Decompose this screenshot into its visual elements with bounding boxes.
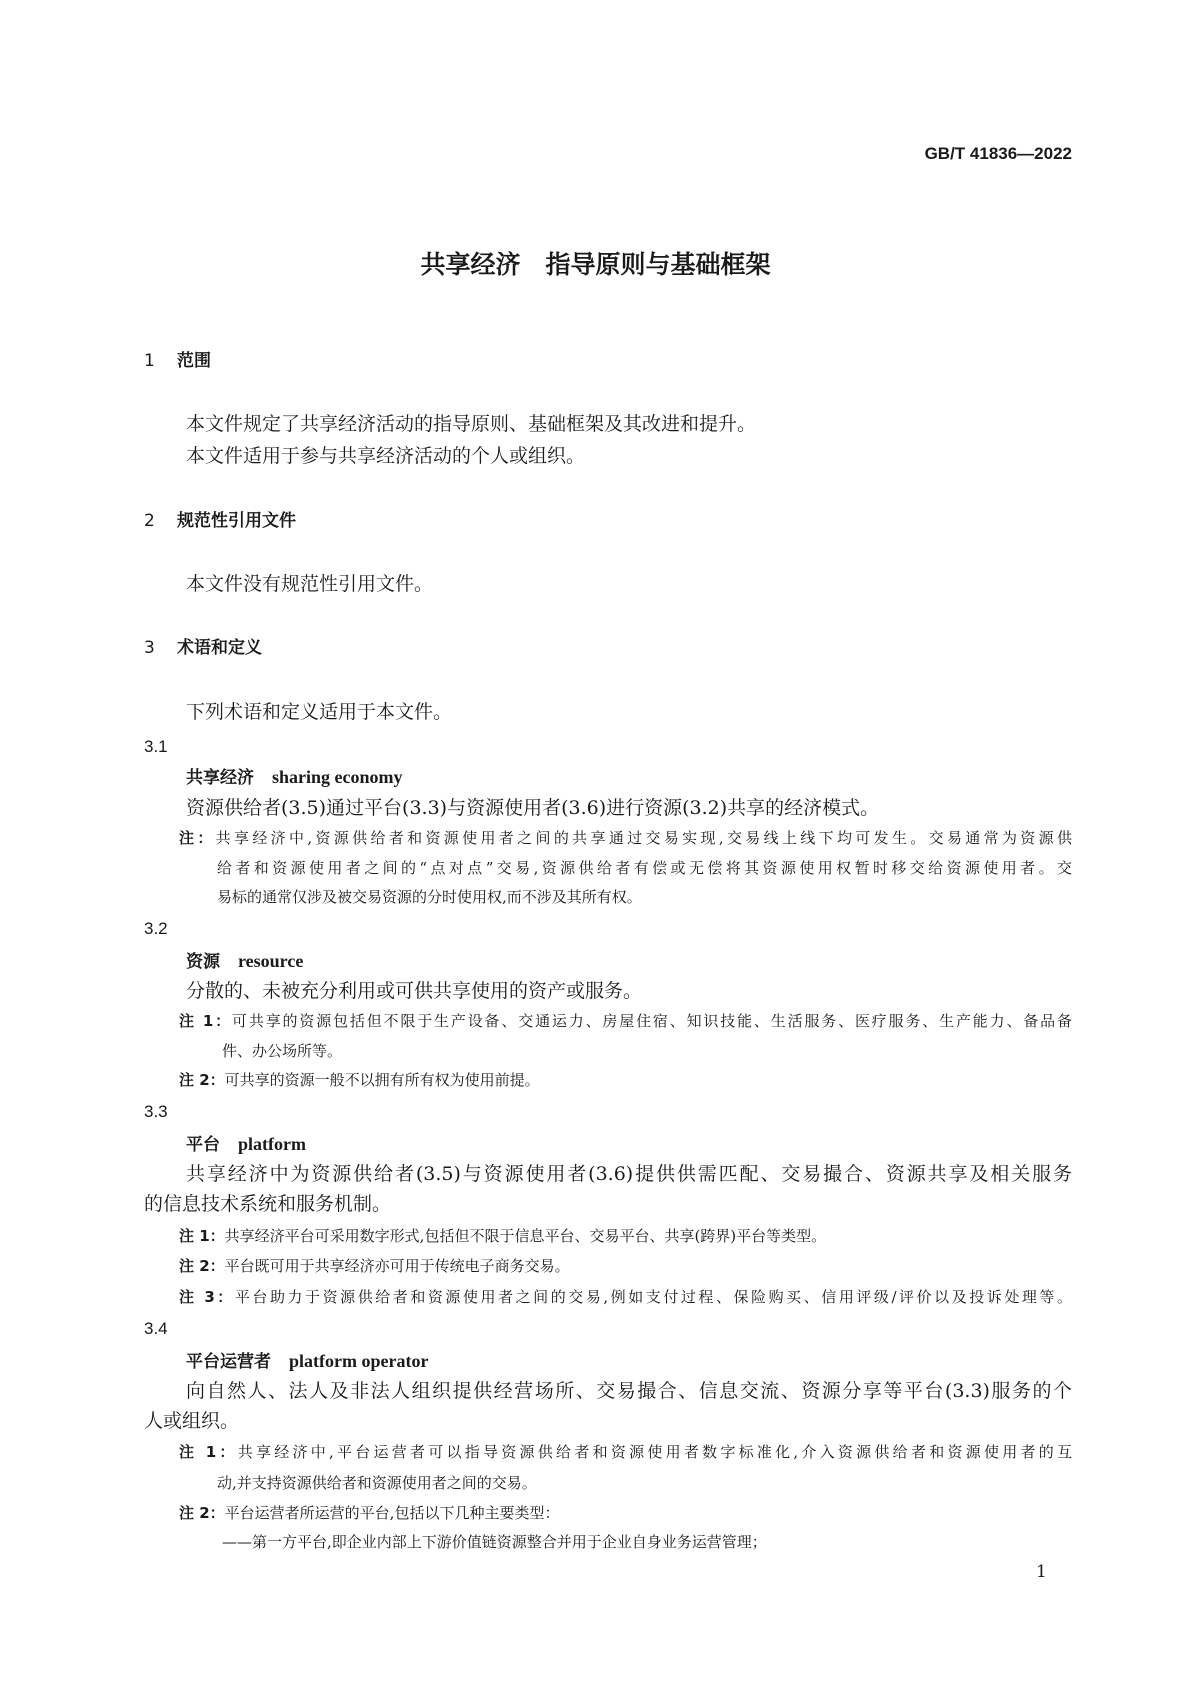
note-label: 注： xyxy=(179,829,216,847)
note-label: 注 1： xyxy=(179,1227,225,1245)
term-number: 3.1 xyxy=(144,737,168,756)
paragraph: 本文件适用于参与共享经济活动的个人或组织。 xyxy=(186,445,586,467)
note-text: 共享经济中,资源供给者和资源使用者之间的共享通过交易实现,交易线上线下均可发生。交易通常为资源供 xyxy=(215,829,1072,847)
term-definition: 向自然人、法人及非法人组织提供经营场所、交易撮合、信息交流、资源分享等平台(3.3)服务的个 xyxy=(186,1380,1072,1402)
note xyxy=(179,1229,826,1244)
section-number: 3 xyxy=(144,638,155,658)
term-en: resource xyxy=(238,951,304,971)
note-text: 共享经济平台可采用数字形式,包括但不限于信息平台、交易平台、共享(跨界)平台等类型。 xyxy=(224,1227,827,1245)
section-title: 术语和定义 xyxy=(177,638,262,658)
note xyxy=(179,1014,1072,1029)
note-text: 给者和资源使用者之间的“点对点”交易,资源供给者有偿或无偿将其资源使用权暂时移交给资源使用者。交 xyxy=(217,859,1072,877)
note-text: 件、办公场所等。 xyxy=(222,1042,343,1060)
note-label: 注 3： xyxy=(179,1288,235,1306)
section-number: 1 xyxy=(144,351,155,371)
section-title: 规范性引用文件 xyxy=(177,511,296,531)
note-label: 注 2： xyxy=(179,1071,225,1089)
list-item: ——第一方平台,即企业内部上下游价值链资源整合并用于企业自身业务运营管理； xyxy=(222,1533,767,1551)
term-zh: 平台 xyxy=(186,1135,220,1155)
term-heading xyxy=(186,952,303,971)
paragraph: 本文件规定了共享经济活动的指导原则、基础框架及其改进和提升。 xyxy=(186,413,757,435)
section-title: 范围 xyxy=(177,351,211,371)
note-text: 可共享的资源一般不以拥有所有权为使用前提。 xyxy=(224,1071,540,1089)
term-heading xyxy=(186,1135,306,1154)
term-number: 3.3 xyxy=(144,1102,168,1121)
term-definition: 分散的、未被充分利用或可供共享使用的资产或服务。 xyxy=(186,980,643,1002)
note-text: 平台既可用于共享经济亦可用于传统电子商务交易。 xyxy=(224,1257,570,1275)
term-definition-cont: 人或组织。 xyxy=(144,1410,240,1432)
note xyxy=(179,1506,559,1521)
note xyxy=(179,1290,1072,1305)
note-text: 可共享的资源包括但不限于生产设备、交通运力、房屋住宿、知识技能、生活服务、医疗服务、生产能力、备品备 xyxy=(232,1012,1072,1030)
note-text: 平台运营者所运营的平台,包括以下几种主要类型： xyxy=(224,1504,560,1522)
paragraph: 本文件没有规范性引用文件。 xyxy=(186,573,434,595)
term-definition: 资源供给者(3.5)通过平台(3.3)与资源使用者(3.6)进行资源(3.2)共享的经济模式。 xyxy=(186,797,880,819)
term-zh: 平台运营者 xyxy=(186,1352,271,1372)
document-title: 共享经济 指导原则与基础框架 xyxy=(420,250,771,279)
page-number: 1 xyxy=(1036,1562,1047,1582)
term-en: sharing economy xyxy=(272,767,403,787)
section-1-heading xyxy=(144,353,211,370)
term-heading xyxy=(186,768,403,787)
section-3-heading xyxy=(144,640,262,657)
note-text: 平台助力于资源供给者和资源使用者之间的交易,例如支付过程、保险购买、信用评级/评价以及投诉处理等。 xyxy=(234,1288,1072,1306)
section-2-heading xyxy=(144,513,296,530)
note-text: 共享经济中,平台运营者可以指导资源供给者和资源使用者数字标准化,介入资源供给者和资源使用者的互 xyxy=(237,1443,1072,1461)
paragraph: 下列术语和定义适用于本文件。 xyxy=(186,701,453,723)
note-label: 注 2： xyxy=(179,1257,225,1275)
note-label: 注 2： xyxy=(179,1504,225,1522)
term-number: 3.4 xyxy=(144,1319,168,1338)
standard-number: GB/T 41836—2022 xyxy=(924,144,1072,163)
section-number: 2 xyxy=(144,511,155,531)
note xyxy=(179,1259,570,1274)
note-label: 注 1： xyxy=(179,1012,233,1030)
term-definition: 共享经济中为资源供给者(3.5)与资源使用者(3.6)提供供需匹配、交易撮合、资源共享及相关服务 xyxy=(186,1163,1072,1185)
term-definition-cont: 的信息技术系统和服务机制。 xyxy=(144,1193,392,1215)
note xyxy=(179,831,1072,846)
term-en: platform xyxy=(238,1134,306,1154)
term-zh: 共享经济 xyxy=(186,768,254,788)
note xyxy=(179,1445,1072,1460)
note-label: 注 1： xyxy=(179,1443,238,1461)
note-text: 动,并支持资源供给者和资源使用者之间的交易。 xyxy=(217,1474,537,1492)
term-zh: 资源 xyxy=(186,952,220,972)
term-en: platform operator xyxy=(289,1351,429,1371)
term-number: 3.2 xyxy=(144,919,168,938)
term-heading xyxy=(186,1352,428,1371)
note-text: 易标的通常仅涉及被交易资源的分时使用权,而不涉及其所有权。 xyxy=(217,888,642,906)
note xyxy=(179,1073,540,1088)
